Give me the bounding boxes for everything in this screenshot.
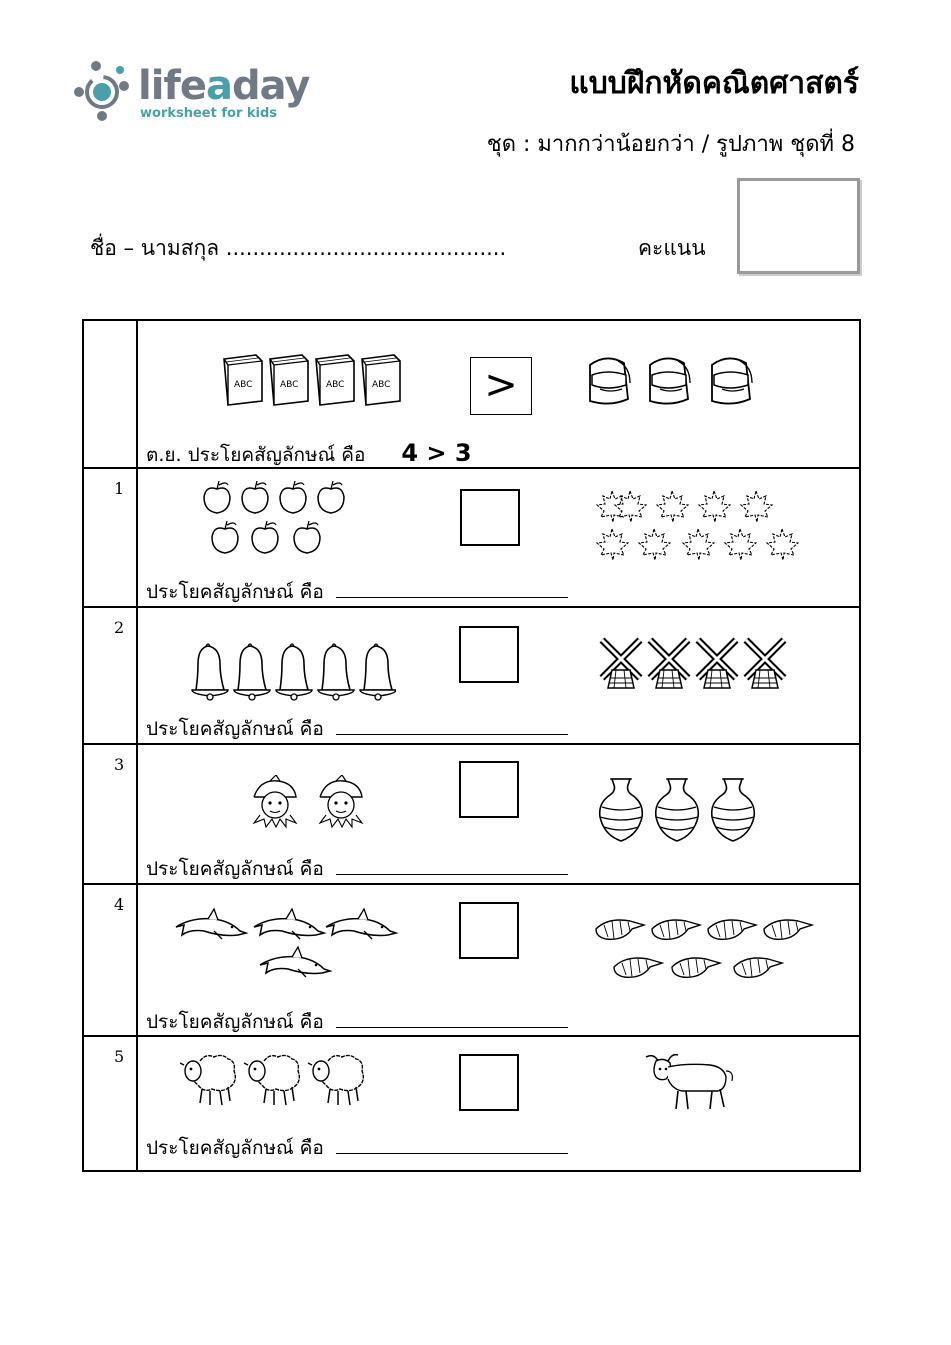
dolphin-icon: [176, 909, 246, 939]
sentence-label: ประโยคสัญลักษณ์ คือ: [146, 718, 324, 740]
question-number: 3: [114, 755, 125, 774]
question-1-right-group: [596, 489, 802, 563]
logo-wordmark: lifeaday: [138, 63, 310, 109]
bell-icon: [192, 644, 228, 700]
answer-blank-2[interactable]: [336, 714, 568, 735]
molecule-logo-icon: [72, 58, 134, 124]
worksheet-title: แบบฝึกหัดคณิตศาสตร์: [569, 66, 859, 101]
question-3-right-group: [596, 777, 762, 843]
answer-blank-1[interactable]: [336, 577, 568, 598]
sentence-label: ประโยคสัญลักษณ์ คือ: [146, 581, 324, 603]
question-row-2: [84, 606, 859, 745]
book-icon: [224, 355, 262, 405]
question-2-sentence: [146, 714, 568, 744]
answer-blank-4[interactable]: [336, 1007, 568, 1028]
question-1-left-group: [202, 481, 352, 561]
sentence-label: ประโยคสัญลักษณ์ คือ: [146, 1011, 324, 1033]
score-box[interactable]: [737, 178, 860, 274]
lifeaday-logo: [72, 58, 312, 128]
question-5-sentence: [146, 1133, 568, 1163]
answer-box-3[interactable]: [459, 761, 519, 818]
question-4-right-group: [594, 915, 814, 985]
question-number: 4: [114, 895, 125, 914]
question-2-left-group: [184, 642, 396, 702]
answer-box-1[interactable]: [460, 489, 520, 546]
student-name-field[interactable]: ชื่อ – นามสกุล ..........................................: [90, 236, 507, 260]
svg-text:ABC: ABC: [234, 380, 253, 390]
worksheet-subtitle: ชุด : มากกว่าน้อยกว่า / รูปภาพ ชุดที่ 8: [486, 132, 855, 157]
example-row: [84, 321, 859, 469]
sheep-icon: [180, 1055, 235, 1105]
example-sentence: [146, 439, 472, 470]
vase-icon: [600, 779, 643, 841]
girl-face-icon: [254, 775, 296, 827]
bull-icon: [646, 1055, 732, 1109]
question-row-1: [84, 467, 859, 608]
question-3-sentence: [146, 854, 568, 884]
answer-box-2[interactable]: [459, 626, 519, 683]
question-5-right-group: [642, 1049, 738, 1115]
logo-tagline: worksheet for kids: [140, 106, 278, 121]
question-row-3: [84, 743, 859, 885]
windmill-icon: [602, 640, 640, 688]
seashell-icon: [596, 920, 644, 939]
question-row-5: [84, 1035, 859, 1174]
question-1-sentence: [146, 577, 568, 607]
answer-box-5[interactable]: [459, 1054, 519, 1111]
question-number: 2: [114, 618, 125, 637]
answer-box-4[interactable]: [459, 902, 519, 959]
example-right-group: [580, 353, 760, 409]
question-4-left-group: [174, 907, 400, 983]
question-row-4: [84, 883, 859, 1037]
score-label: คะแนน: [638, 236, 706, 260]
example-answer: 4 > 3: [401, 439, 472, 467]
answer-blank-3[interactable]: [336, 854, 568, 875]
sentence-label: ประโยคสัญลักษณ์ คือ: [146, 1137, 324, 1159]
example-left-group: [220, 351, 405, 407]
answer-blank-5[interactable]: [336, 1133, 568, 1154]
exercise-table: [82, 319, 861, 1172]
question-4-sentence: [146, 1007, 568, 1037]
question-number: 1: [114, 479, 125, 498]
sentence-label: ประโยคสัญลักษณ์ คือ: [146, 858, 324, 880]
question-3-left-group: [246, 775, 372, 833]
question-5-left-group: [180, 1051, 370, 1109]
backpack-icon: [590, 358, 630, 403]
example-sentence-label: ต.ย. ประโยคสัญลักษณ์ คือ: [146, 444, 366, 466]
example-symbol-box: >: [470, 357, 532, 415]
question-number: 5: [114, 1047, 125, 1066]
question-2-right-group: [598, 634, 794, 692]
apple-icon: [204, 481, 230, 513]
